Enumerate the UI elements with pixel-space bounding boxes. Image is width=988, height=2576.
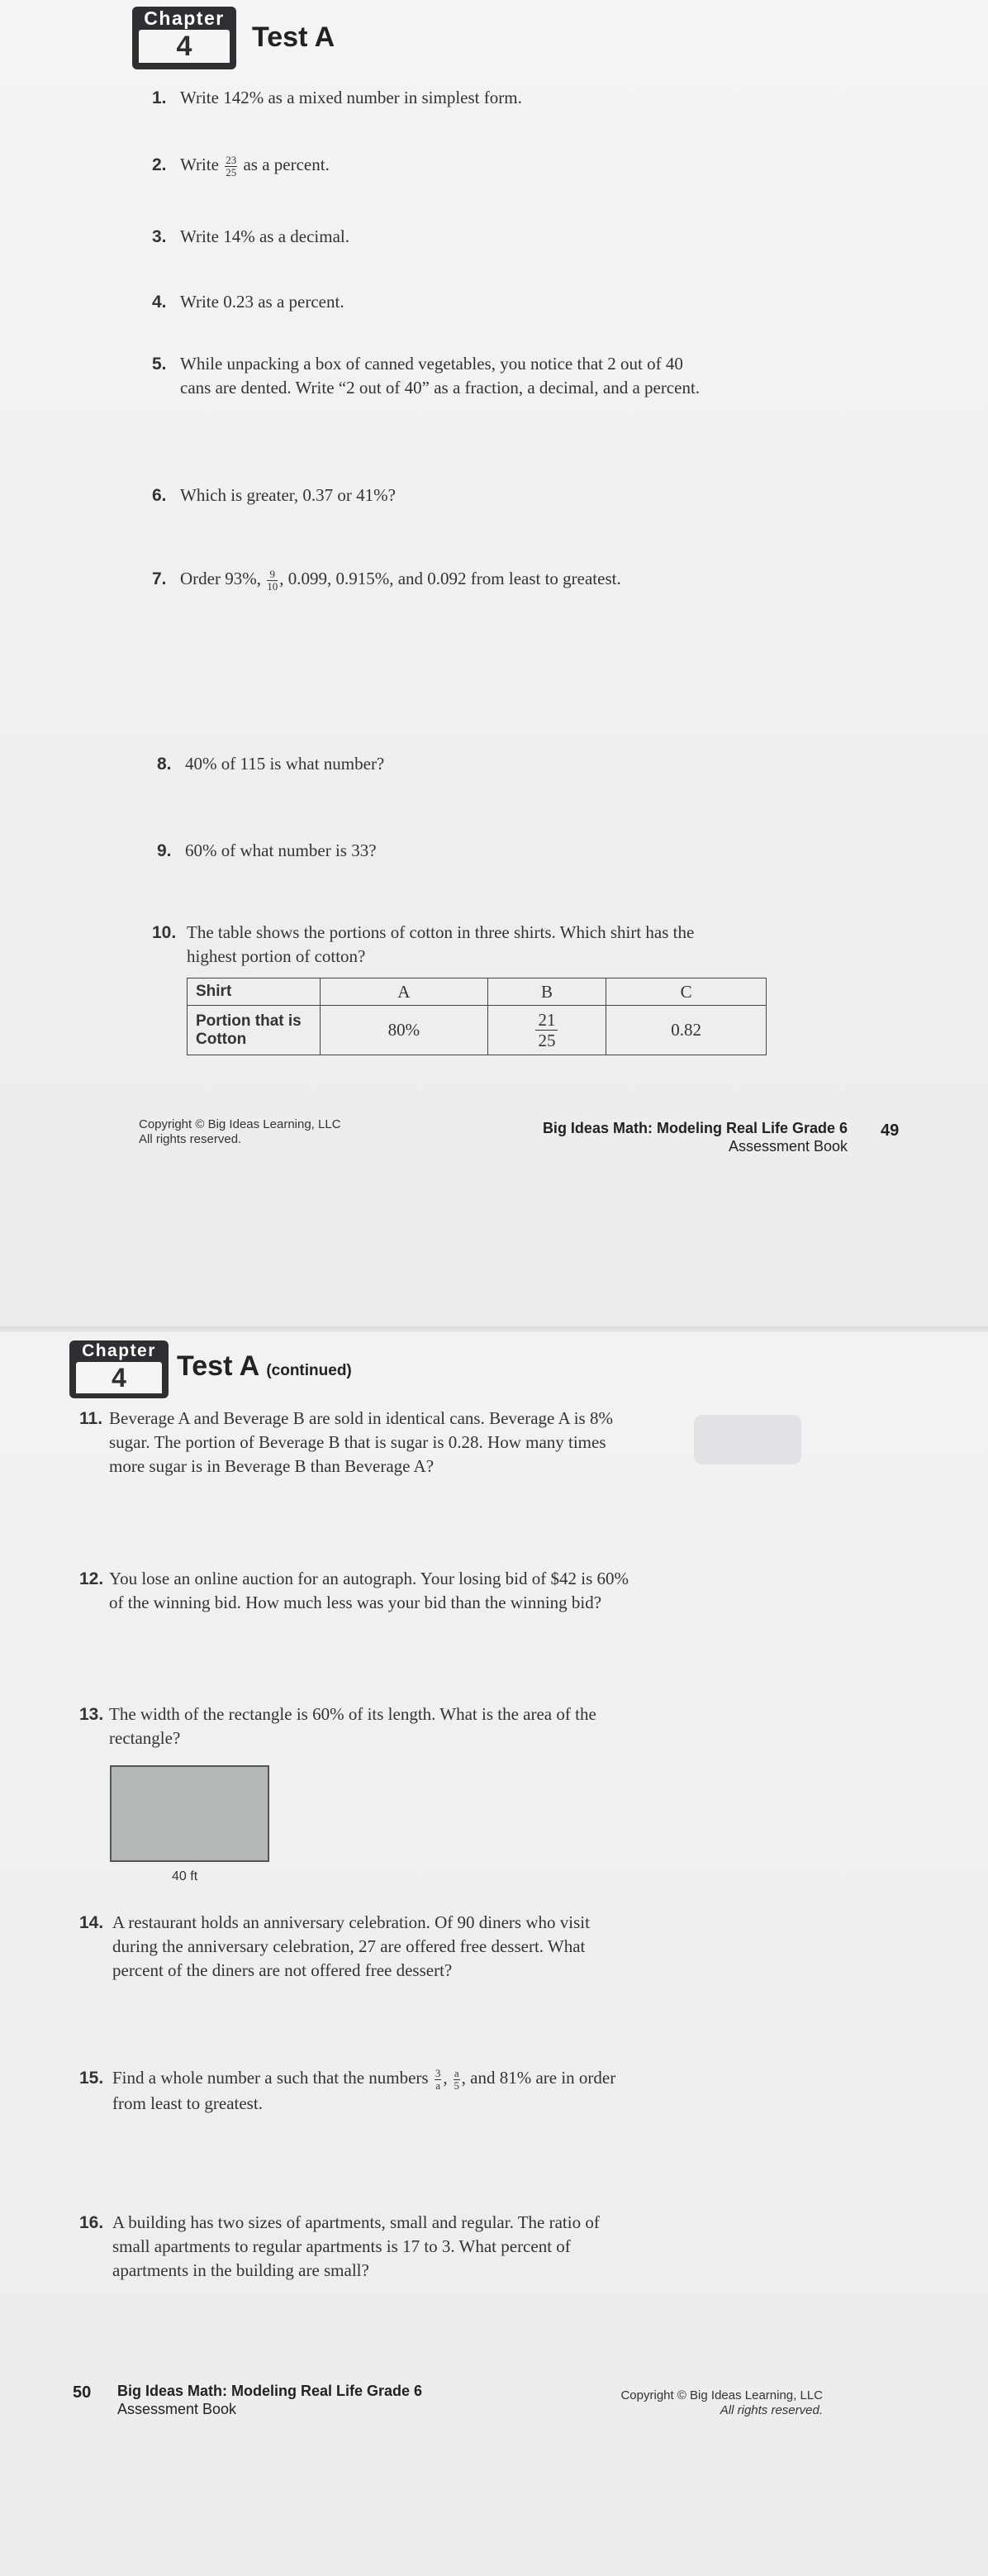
rectangle-figure	[110, 1765, 269, 1862]
table-row	[188, 1006, 767, 1055]
table-header-row	[188, 978, 767, 1006]
question-13: 13. The width of the rectangle is 60% of its length. What is the area of the rectangle?	[79, 1704, 596, 1748]
question-14: 14. A restaurant holds an anniversary celebration. Of 90 diners who visit during the anniversary celebration, 27 are offered free dessert. What percent of the diners are not offered free dessert?	[79, 1912, 590, 1980]
question-15: 15. Find a whole number a such that the numbers $\frac{3}{a}$ , $\frac{a}{5}$ , and 81% are in order from least to greatest.	[79, 2066, 616, 2113]
question-10: 10. The table shows the portions of cotton in three shirts. Which shirt has the highest portion of cotton?	[152, 922, 695, 966]
page-50	[0, 1332, 988, 2576]
chapter-label: Chapter	[144, 7, 225, 29]
table-cell-b: $\frac{21}{25}$	[487, 1006, 606, 1055]
footer-book: Big Ideas Math: Modeling Real Life Grade 6 Assessment Book	[542, 1120, 848, 1155]
chapter-number: 4	[76, 1362, 162, 1393]
question-11: 11. Beverage A and Beverage B are sold in identical cans. Beverage A is 8% sugar. The portion of Beverage B that is sugar is 0.28. How many times more sugar is in Beverage B than Beverage A?	[79, 1408, 613, 1476]
question-5: 5. While unpacking a box of canned vegetables, you notice that 2 out of 40 cans are dented. Write “2 out of 40” as a fraction, a decimal, and a percent.	[152, 354, 701, 398]
question-12: 12. You lose an online auction for an autograph. Your losing bid of $42 is 60% of the winning bid. How much less was your bid than the winning bid?	[79, 1569, 629, 1612]
question-2: 2. Write $\frac{23}{25}$ as a percent.	[152, 153, 330, 179]
fraction-23-25: $\frac{23}{25}$	[226, 153, 237, 179]
question-6: 6. Which is greater, 0.37 or 41%?	[152, 485, 396, 505]
chapter-badge	[132, 7, 236, 69]
footer-book: Big Ideas Math: Modeling Real Life Grade 6 Assessment Book	[117, 2383, 423, 2417]
table-col-c: C	[606, 978, 767, 1006]
question-4: 4. Write 0.23 as a percent.	[152, 292, 344, 312]
table-col-b: B	[487, 978, 606, 1006]
page-number: 49	[881, 1121, 900, 1140]
question-8: 8. 40% of 115 is what number?	[157, 754, 385, 774]
chapter-badge	[69, 1340, 169, 1398]
page-title: Test A (continued)	[177, 1350, 352, 1382]
question-9: 9. 60% of what number is 33?	[157, 840, 377, 860]
footer-copyright: Copyright © Big Ideas Learning, LLC All rights reserved.	[139, 1117, 341, 1146]
question-7: 7. Order 93%, $\frac{9}{10}$ , 0.099, 0.915%, and 0.092 from least to greatest.	[152, 567, 621, 593]
scan-smudge	[694, 1415, 801, 1464]
table-col-a: A	[321, 978, 488, 1006]
page-title: Test A	[252, 21, 335, 53]
question-3: 3. Write 14% as a decimal.	[152, 226, 349, 246]
chapter-number: 4	[139, 30, 230, 63]
table-cell-c: 0.82	[606, 1006, 767, 1055]
question-16: 16. A building has two sizes of apartments, small and regular. The ratio of small apartments to regular apartments is 17 to 3. What percent of apartments in the building are small?	[79, 2212, 600, 2280]
fraction-9-10: $\frac{9}{10}$	[267, 567, 278, 593]
table-row-label: Portion that is Cotton	[188, 1006, 321, 1055]
fraction-a-5: $\frac{a}{5}$	[454, 2066, 459, 2092]
page-number: 50	[73, 2383, 92, 2402]
table-header-shirt: Shirt	[188, 978, 321, 1006]
footer-copyright: Copyright © Big Ideas Learning, LLC All rights reserved.	[620, 2388, 823, 2417]
table-cell-a: 80%	[321, 1006, 488, 1055]
rectangle-length-label: 40 ft	[172, 1869, 198, 1883]
question-1: 1. Write 142% as a mixed number in simplest form.	[152, 88, 522, 107]
fraction-3-a: $\frac{3}{a}$	[435, 2066, 441, 2092]
chapter-label: Chapter	[82, 1341, 156, 1360]
cotton-table	[187, 978, 767, 1055]
